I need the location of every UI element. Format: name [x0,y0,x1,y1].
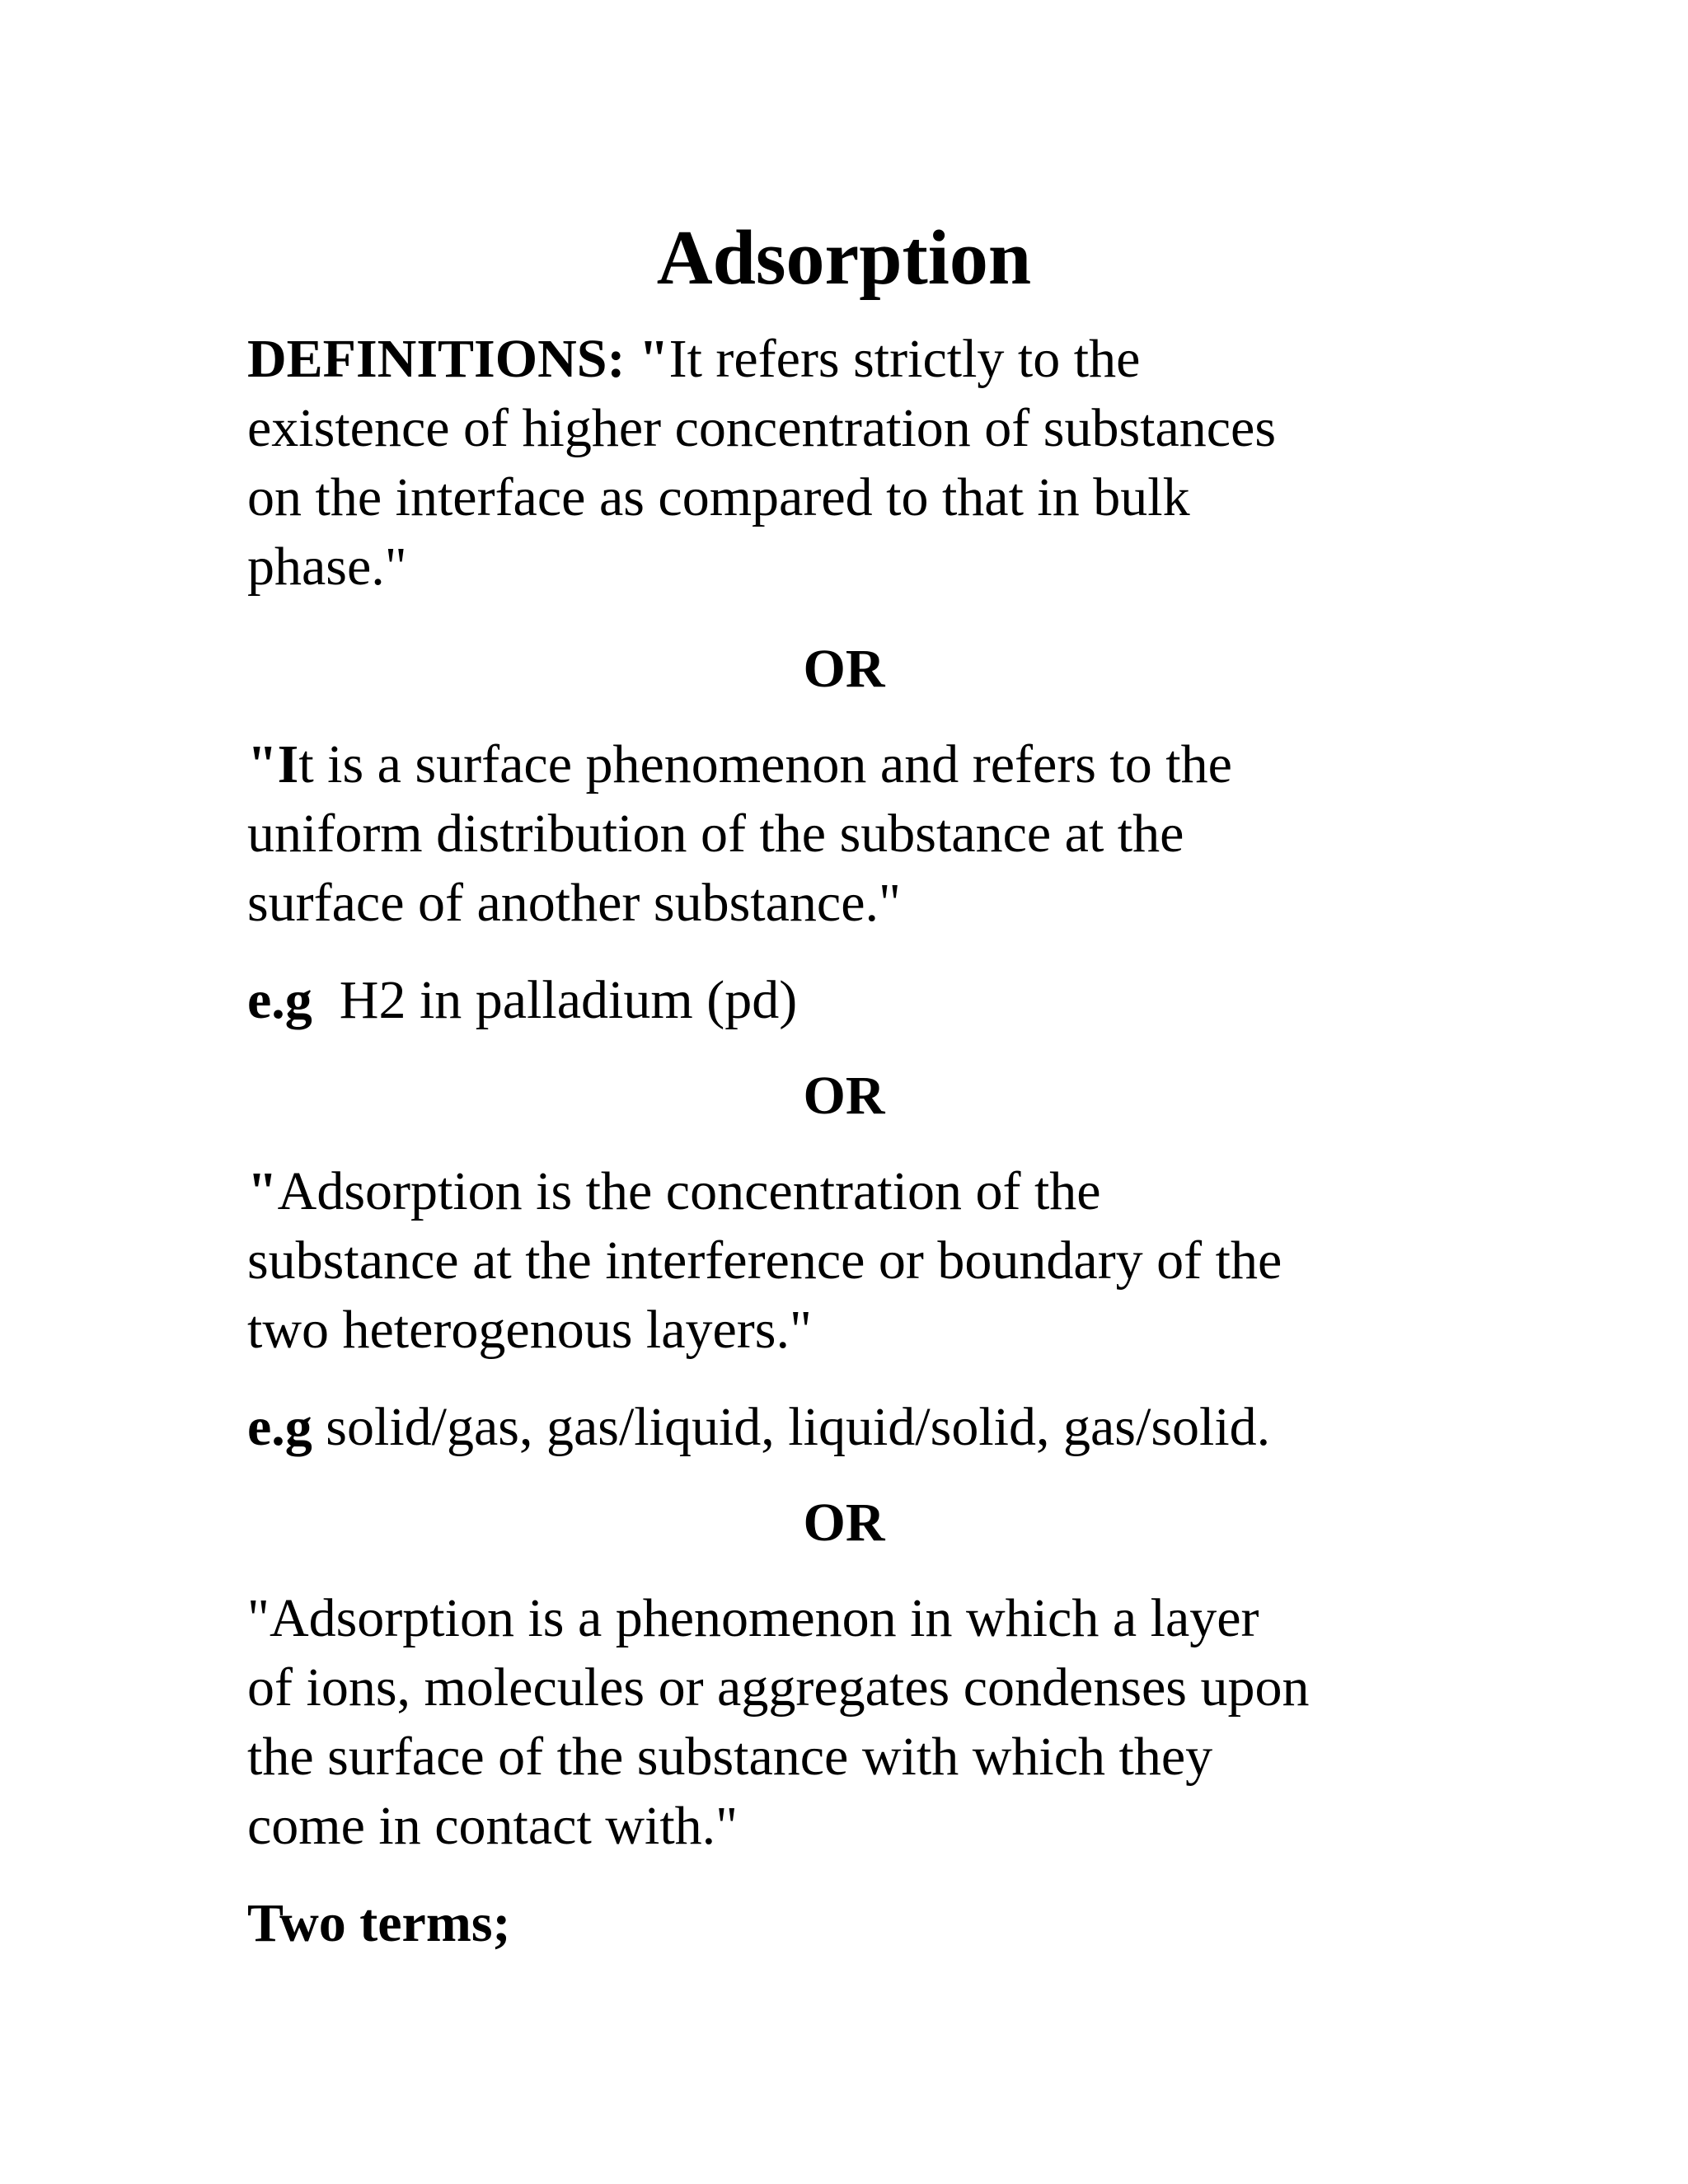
example-2-line [247,1393,1451,1462]
example-2-label: e.g [247,1397,312,1457]
definition-2-line-3: surface of another substance." [247,873,901,933]
definition-3-line-2: substance at the interference or boundary of the [247,1230,1282,1291]
definition-3-line-3: two heterogenous layers." [247,1300,812,1360]
or-separator-2: OR [803,1066,885,1126]
definition-2-line-2: uniform distribution of the substance at the [247,804,1184,864]
definition-1-line-4: phase." [247,537,407,597]
definition-3 [247,1157,1451,1365]
definition-1-line-2: existence of higher concentration of substances [247,398,1277,458]
example-1 [247,966,1451,1035]
definition-3-line-1 [247,1157,1451,1226]
definition-4-line-1: "Adsorption is a phenomenon in which a layer [247,1588,1259,1648]
definition-1-text-1: It refers strictly to the [668,329,1141,389]
definition-1-line-3: on the interface as compared to that in bulk [247,467,1190,527]
or-separator-1: OR [803,639,885,699]
definition-2 [247,730,1451,938]
definition-1 [247,325,1451,602]
two-terms-heading: Two terms; [247,1893,511,1953]
example-1-line [247,966,1451,1035]
definition-1-open-quote: " [625,329,669,389]
definition-2-line-1 [247,730,1451,799]
definition-4 [247,1584,1451,1861]
or-separator-3: OR [803,1493,885,1553]
definitions-label: DEFINITIONS: [247,329,626,389]
example-1-text: H2 in palladium (pd) [312,970,798,1030]
example-1-label: e.g [247,970,312,1030]
definition-3-open-quote: " [247,1161,278,1221]
definition-4-line-2: of ions, molecules or aggregates condenses upon [247,1657,1310,1718]
definition-4-line-4: come in contact with." [247,1796,738,1856]
definition-1-line-1 [247,325,1451,394]
page-title: Adsorption [656,215,1032,301]
definition-2-text-1: t is a surface phenomenon and refers to the [298,734,1232,794]
definition-4-line-3: the surface of the substance with which they [247,1727,1213,1787]
definition-2-open-quote: "I [247,734,299,794]
two-terms-heading-block [247,1889,1451,1958]
definition-3-text-1: Adsorption is the concentration of the [277,1161,1101,1221]
example-2-text: solid/gas, gas/liquid, liquid/solid, gas/solid. [312,1397,1271,1457]
example-2 [247,1393,1451,1462]
